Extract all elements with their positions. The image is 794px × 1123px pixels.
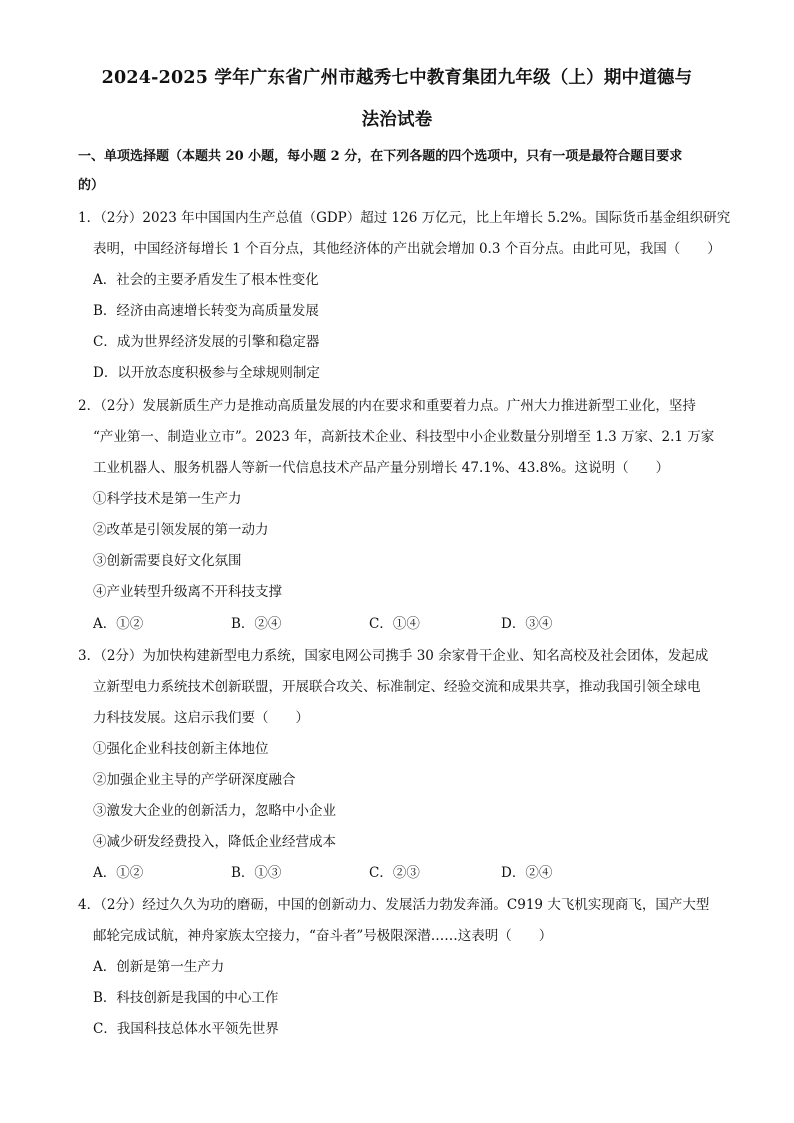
statement-1: ①强化企业科技创新主体地位 <box>93 741 269 757</box>
question-stem-line: 1．（2分）2023 年中国国内生产总值（GDP）超过 126 万亿元，比上年增长 5.2%。国际货币基金组织研究 <box>78 210 731 226</box>
option-c: C．成为世界经济发展的引擎和稳定器 <box>93 334 320 350</box>
option-a: A．社会的主要矛盾发生了根本性变化 <box>93 272 319 288</box>
choice-c: C．①④ <box>369 616 420 632</box>
choice-c: C．②③ <box>369 865 420 881</box>
section-heading-cont: 的） <box>78 178 105 193</box>
statement-3: ③激发大企业的创新活力，忽略中小企业 <box>93 803 336 819</box>
question-stem-line: “产业第一、制造业立市”。2023 年，高新技术企业、科技型中小企业数量分别增至 1.3 万家、2.1 万家 <box>93 429 715 445</box>
question-stem-line: 工业机器人、服务机器人等新一代信息技术产品产量分别增长 47.1%、43.8%。这说明（ ） <box>93 460 670 476</box>
statement-4: ④产业转型升级离不开科技支撑 <box>93 584 282 600</box>
choice-d: D．②④ <box>501 865 553 881</box>
statement-1: ①科学技术是第一生产力 <box>93 491 242 507</box>
option-d: D．以开放态度积极参与全球规则制定 <box>93 365 320 381</box>
choice-row <box>93 864 693 882</box>
option-a: A．创新是第一生产力 <box>93 959 225 975</box>
choice-a: A．①② <box>93 616 144 632</box>
statement-3: ③创新需要良好文化氛围 <box>93 553 242 569</box>
exam-title-line-1: 2024-2025 学年广东省广州市越秀七中教育集团九年级（上）期中道德与 <box>101 68 693 88</box>
option-b: B．科技创新是我国的中心工作 <box>93 990 279 1006</box>
question-stem-line: 力科技发展。这启示我们要（ ） <box>93 710 309 726</box>
choice-a: A．①② <box>93 865 144 881</box>
statement-2: ②加强企业主导的产学研深度融合 <box>93 772 296 788</box>
question-stem-line: 3．（2分）为加快构建新型电力系统，国家电网公司携手 30 余家骨干企业、知名高校及社会团体，发起成 <box>78 648 709 664</box>
choice-b: B．①③ <box>231 865 282 881</box>
choice-d: D．③④ <box>501 616 553 632</box>
question-stem-line: 4．（2分）经过久久为功的磨砺，中国的创新动力、发展活力勃发奔涌。C919 大飞机实现商飞，国产大型 <box>78 897 710 913</box>
exam-title-line-2: 法治试卷 <box>361 110 433 130</box>
section-heading: 一、单项选择题（本题共 20 小题，每小题 2 分，在下列各题的四个选项中，只有一项是最符合题目要求 <box>78 149 683 164</box>
option-c: C．我国科技总体水平领先世界 <box>93 1021 279 1037</box>
choice-row <box>93 615 693 633</box>
option-b: B．经济由高速增长转变为高质量发展 <box>93 303 319 319</box>
question-stem-line: 表明，中国经济每增长 1 个百分点，其他经济体的产出就会增加 0.3 个百分点。由此可见，我国（ ） <box>93 241 721 257</box>
statement-2: ②改革是引领发展的第一动力 <box>93 522 269 538</box>
question-stem-line: 2．（2分）发展新质生产力是推动高质量发展的内在要求和重要着力点。广州大力推进新型工业化，坚持 <box>78 398 696 414</box>
question-stem-line: 邮轮完成试航，神舟家族太空接力，“奋斗者”号极限深潜……这表明（ ） <box>93 928 553 944</box>
choice-b: B．②④ <box>231 616 282 632</box>
question-stem-line: 立新型电力系统技术创新联盟，开展联合攻关、标准制定、经验交流和成果共享，推动我国引领全球电 <box>93 679 701 695</box>
statement-4: ④减少研发经费投入，降低企业经营成本 <box>93 834 336 850</box>
